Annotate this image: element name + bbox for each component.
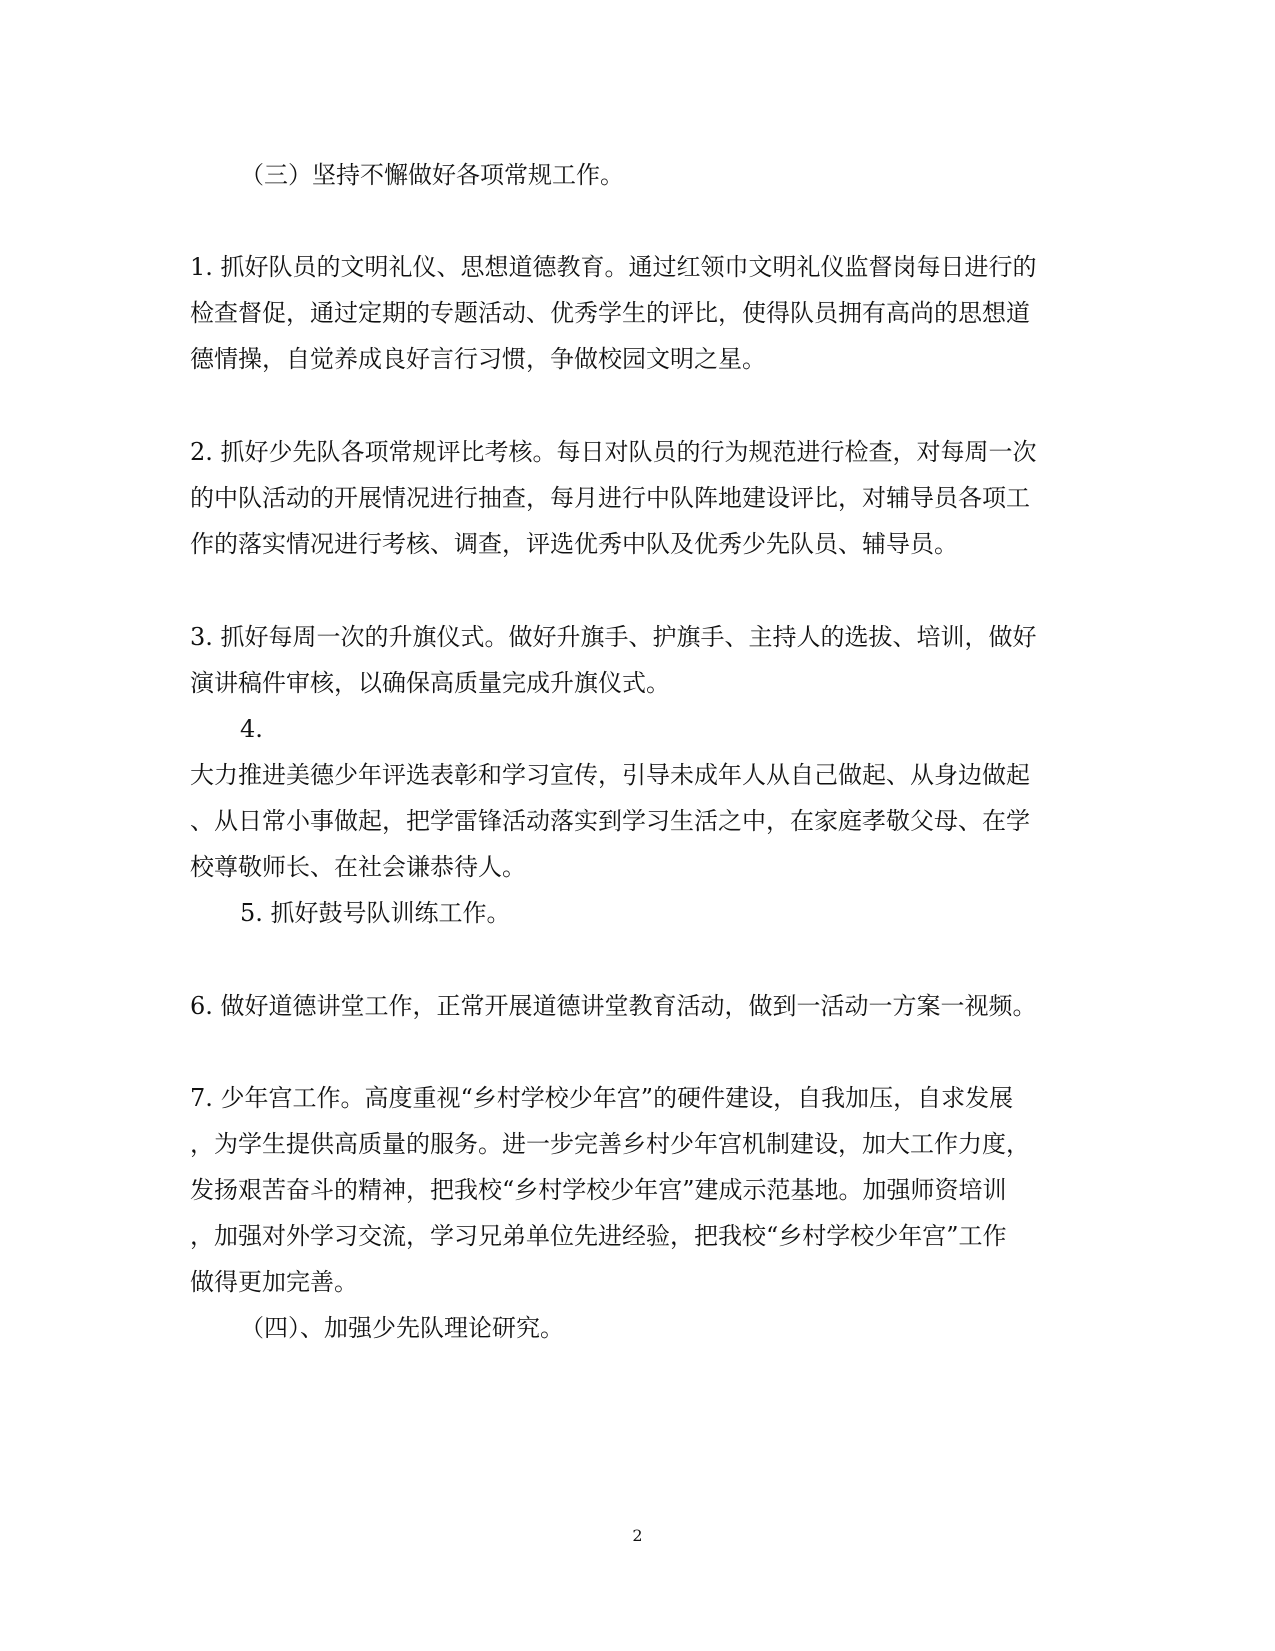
item-7-line-2: ，为学生提供高质量的服务。进一步完善乡村少年宫机制建设，加大工作力度， [190,1130,1030,1158]
item-2-line-2: 的中队活动的开展情况进行抽查，每月进行中队阵地建设评比，对辅导员各项工 [190,484,1030,512]
item-1-line-1: 1. 抓好队员的文明礼仪、思想道德教育。通过红领巾文明礼仪监督岗每日进行的 [190,253,1037,281]
item-4-number: 4. [240,715,263,743]
item-2-line-1: 2. 抓好少先队各项常规评比考核。每日对队员的行为规范进行检查，对每周一次 [190,438,1037,466]
item-6: 6. 做好道德讲堂工作，正常开展道德讲堂教育活动，做到一活动一方案一视频。 [190,992,1037,1020]
item-7-line-1: 7. 少年宫工作。高度重视“乡村学校少年宫”的硬件建设，自我加压，自求发展 [190,1084,1014,1112]
item-4-line-3: 校尊敬师长、在社会谦恭待人。 [190,853,526,881]
item-4-line-2: 、从日常小事做起，把学雷锋活动落实到学习生活之中，在家庭孝敬父母、在学 [190,807,1030,835]
item-7-line-4: ，加强对外学习交流，学习兄弟单位先进经验，把我校“乡村学校少年宫”工作 [190,1222,1007,1250]
item-1-line-3: 德情操，自觉养成良好言行习惯，争做校园文明之星。 [190,345,766,373]
item-3-line-1: 3. 抓好每周一次的升旗仪式。做好升旗手、护旗手、主持人的选拔、培训，做好 [190,623,1037,651]
section-heading-4: （四）、加强少先队理论研究。 [240,1314,564,1342]
item-4-line-1: 大力推进美德少年评选表彰和学习宣传，引导未成年人从自己做起、从身边做起 [190,761,1030,789]
item-2-line-3: 作的落实情况进行考核、调查，评选优秀中队及优秀少先队员、辅导员。 [190,530,958,558]
item-1-line-2: 检查督促，通过定期的专题活动、优秀学生的评比，使得队员拥有高尚的思想道 [190,299,1030,327]
item-7-line-5: 做得更加完善。 [190,1268,358,1296]
item-7-line-3: 发扬艰苦奋斗的精神，把我校“乡村学校少年宫”建成示范基地。加强师资培训 [190,1176,1007,1204]
item-5: 5. 抓好鼓号队训练工作。 [240,899,511,927]
item-3-line-2: 演讲稿件审核，以确保高质量完成升旗仪式。 [190,669,670,697]
page-number: 2 [632,1526,643,1545]
section-heading-3: （三）坚持不懈做好各项常规工作。 [240,161,624,189]
